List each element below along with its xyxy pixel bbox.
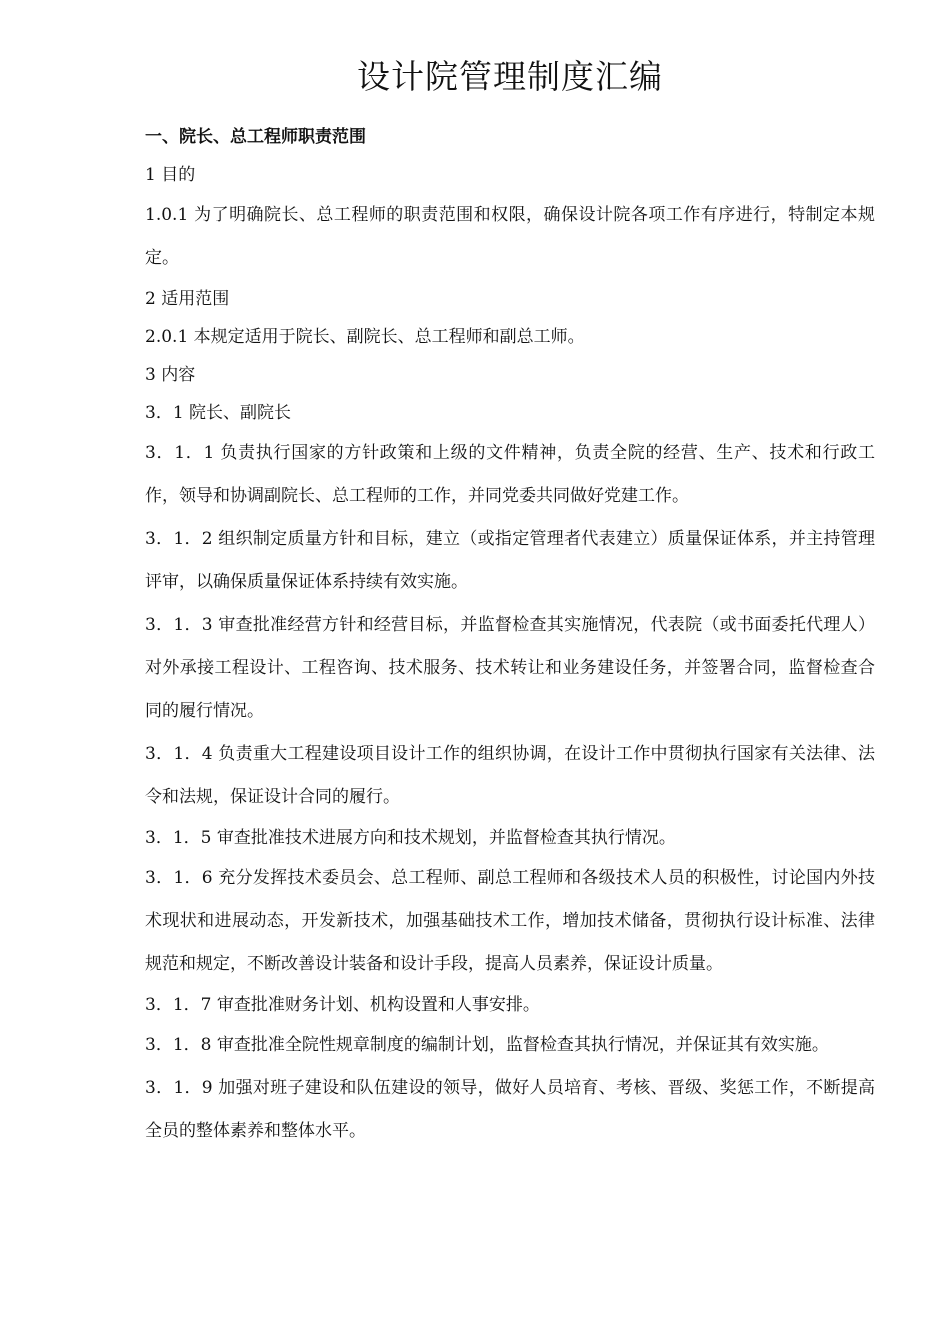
paragraph: 1.0.1 为了明确院长、总工程师的职责范围和权限，确保设计院各项工作有序进行，特制定本规定。 [145, 205, 875, 268]
document-title: 设计院管理制度汇编 [357, 57, 663, 96]
paragraph: 3．1．6 充分发挥技术委员会、总工程师、副总工程师和各级技术人员的积极性，讨论国内外技术现状和进展动态，开发新技术，加强基础技术工作，增加技术储备，贯彻执行设计标准、法律规范和规定，不断改善设计装备和设计手段，提高人员素养，保证设计质量。 [145, 868, 875, 974]
text-line: 3．1．5 审查批准技术进展方向和技术规划，并监督检查其执行情况。 [145, 828, 676, 848]
text-line: 3．1．7 审查批准财务计划、机构设置和人事安排。 [145, 995, 540, 1015]
text-line: 3．1 院长、副院长 [145, 403, 292, 423]
section-heading: 一、院长、总工程师职责范围 [145, 127, 366, 147]
document-items [145, 156, 875, 1153]
paragraph: 3．1．3 审查批准经营方针和经营目标，并监督检查其实施情况，代表院（或书面委托代理人）对外承接工程设计、工程咨询、技术服务、技术转让和业务建设任务，并签署合同，监督检查合同的履行情况。 [145, 615, 875, 721]
paragraph: 3．1．1 负责执行国家的方针政策和上级的文件精神，负责全院的经营、生产、技术和行政工作，领导和协调副院长、总工程师的工作，并同党委共同做好党建工作。 [145, 443, 875, 506]
document-body [145, 118, 875, 1153]
paragraph: 3．1．8 审查批准全院性规章制度的编制计划，监督检查其执行情况，并保证其有效实施。 [145, 1035, 829, 1055]
paragraph: 3．1．2 组织制定质量方针和目标，建立（或指定管理者代表建立）质量保证体系，并主持管理评审，以确保质量保证体系持续有效实施。 [145, 529, 875, 592]
text-line: 1 目的 [145, 165, 196, 185]
paragraph: 3．1．9 加强对班子建设和队伍建设的领导，做好人员培育、考核、晋级、奖惩工作，不断提高全员的整体素养和整体水平。 [145, 1078, 875, 1141]
text-line: 2 适用范围 [145, 289, 230, 309]
text-line: 3 内容 [145, 365, 196, 385]
paragraph: 3．1．4 负责重大工程建设项目设计工作的组织协调，在设计工作中贯彻执行国家有关法律、法令和法规，保证设计合同的履行。 [145, 744, 875, 807]
text-line: 2.0.1 本规定适用于院长、副院长、总工程师和副总工师。 [145, 327, 585, 347]
